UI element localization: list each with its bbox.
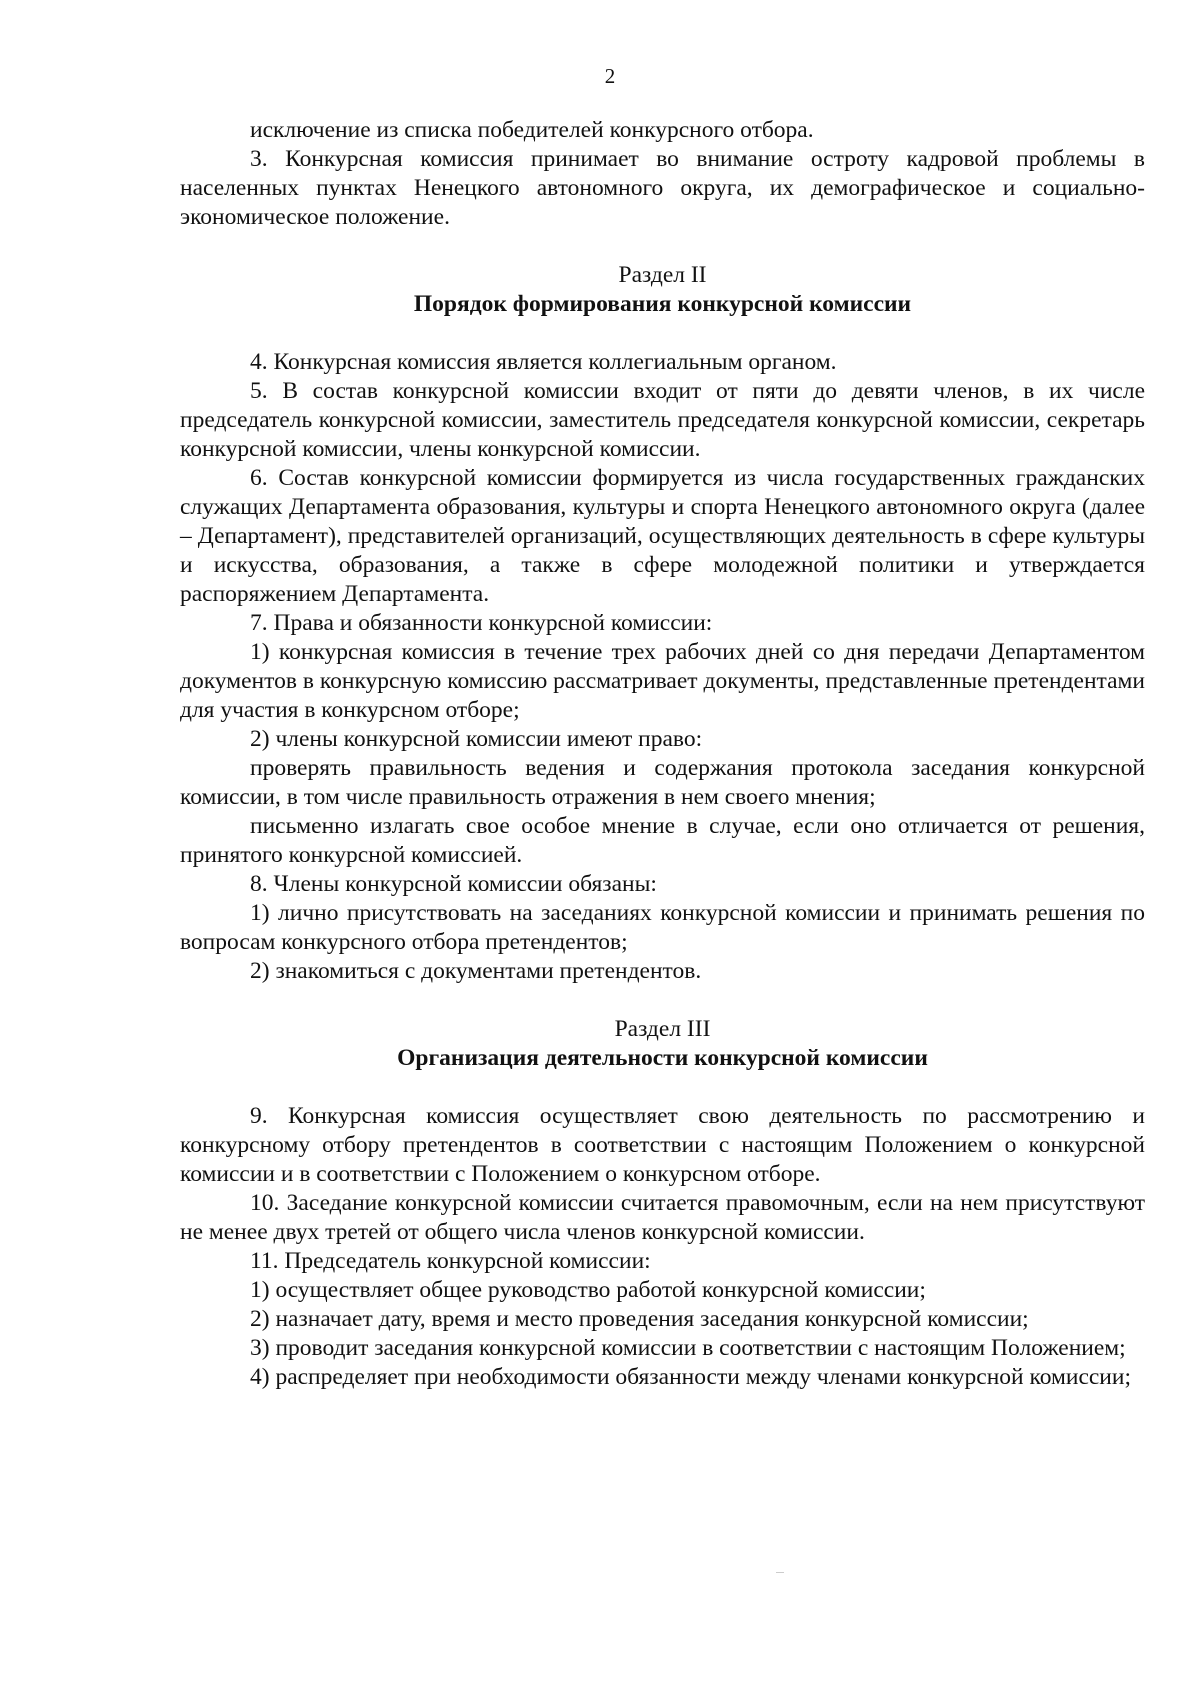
paragraph-3: 3. Конкурсная комиссия принимает во внимание остроту кадровой проблемы в населенных пунктах Ненецкого автономного округа, их демографическое и социально-экономическое положение. [180,146,1145,230]
paragraph-intro-1: исключение из списка победителей конкурсного отбора. [250,117,814,143]
paragraph-8: 8. Члены конкурсной комиссии обязаны: [250,871,657,897]
paragraph-11-2: 2) назначает дату, время и место проведения заседания конкурсной комиссии; [250,1306,1029,1332]
document-body [180,116,1145,1392]
paragraph-11-4: 4) распределяет при необходимости обязанности между членами конкурсной комиссии; [250,1364,1131,1390]
paragraph-8-2: 2) знакомиться с документами претендентов. [250,958,702,984]
paragraph-7-2: 2) члены конкурсной комиссии имеют право: [250,726,703,752]
paragraph-11-1: 1) осуществляет общее руководство работой конкурсной комиссии; [250,1277,926,1303]
paragraph-10: 10. Заседание конкурсной комиссии считается правомочным, если на нем присутствуют не менее двух третей от общего числа членов конкурсной комиссии. [180,1190,1145,1245]
paragraph-7-1: 1) конкурсная комиссия в течение трех рабочих дней со дня передачи Департаментом документов в конкурсную комиссию рассматривает документы, представленные претендентами для участия в конкурсном отборе; [180,639,1145,723]
paragraph-6: 6. Состав конкурсной комиссии формируется из числа государственных гражданских служащих Департамента образования, культуры и спорта Ненецкого автономного округа (далее – Департамент), представителей организаций, осуществляющих деятельность в сфере культуры и искусства, образования, а также в сфере молодежной политики и утверждается распоряжением Департамента. [180,465,1145,607]
section-2-title: Порядок формирования конкурсной комиссии [413,291,912,317]
paragraph-11: 11. Председатель конкурсной комиссии: [250,1248,651,1274]
section-3-title: Организация деятельности конкурсной комиссии [397,1045,928,1071]
paragraph-9: 9. Конкурсная комиссия осуществляет свою деятельность по рассмотрению и конкурсному отбору претендентов в соответствии с настоящим Положением о конкурсной комиссии и в соответствии с Положением о конкурсном отборе. [180,1103,1145,1187]
paragraph-4: 4. Конкурсная комиссия является коллегиальным органом. [250,349,837,375]
section-2-label: Раздел II [618,262,707,288]
scan-artifact [776,1572,784,1573]
paragraph-8-1: 1) лично присутствовать на заседаниях конкурсной комиссии и принимать решения по вопросам конкурсного отбора претендентов; [180,900,1145,955]
paragraph-7-2-a: проверять правильность ведения и содержания протокола заседания конкурсной комиссии, в том числе правильность отражения в нем своего мнения; [180,755,1145,810]
paragraph-5: 5. В состав конкурсной комиссии входит от пяти до девяти членов, в их числе председатель конкурсной комиссии, заместитель председателя конкурсной комиссии, секретарь конкурсной комиссии, члены конкурсной комиссии. [180,378,1145,462]
section-3-label: Раздел III [614,1016,711,1042]
page-number: 2 [604,64,616,88]
paragraph-7: 7. Права и обязанности конкурсной комиссии: [250,610,713,636]
paragraph-11-3: 3) проводит заседания конкурсной комиссии в соответствии с настоящим Положением; [250,1335,1126,1361]
paragraph-7-2-b: письменно излагать свое особое мнение в случае, если оно отличается от решения, принятого конкурсной комиссией. [180,813,1145,868]
